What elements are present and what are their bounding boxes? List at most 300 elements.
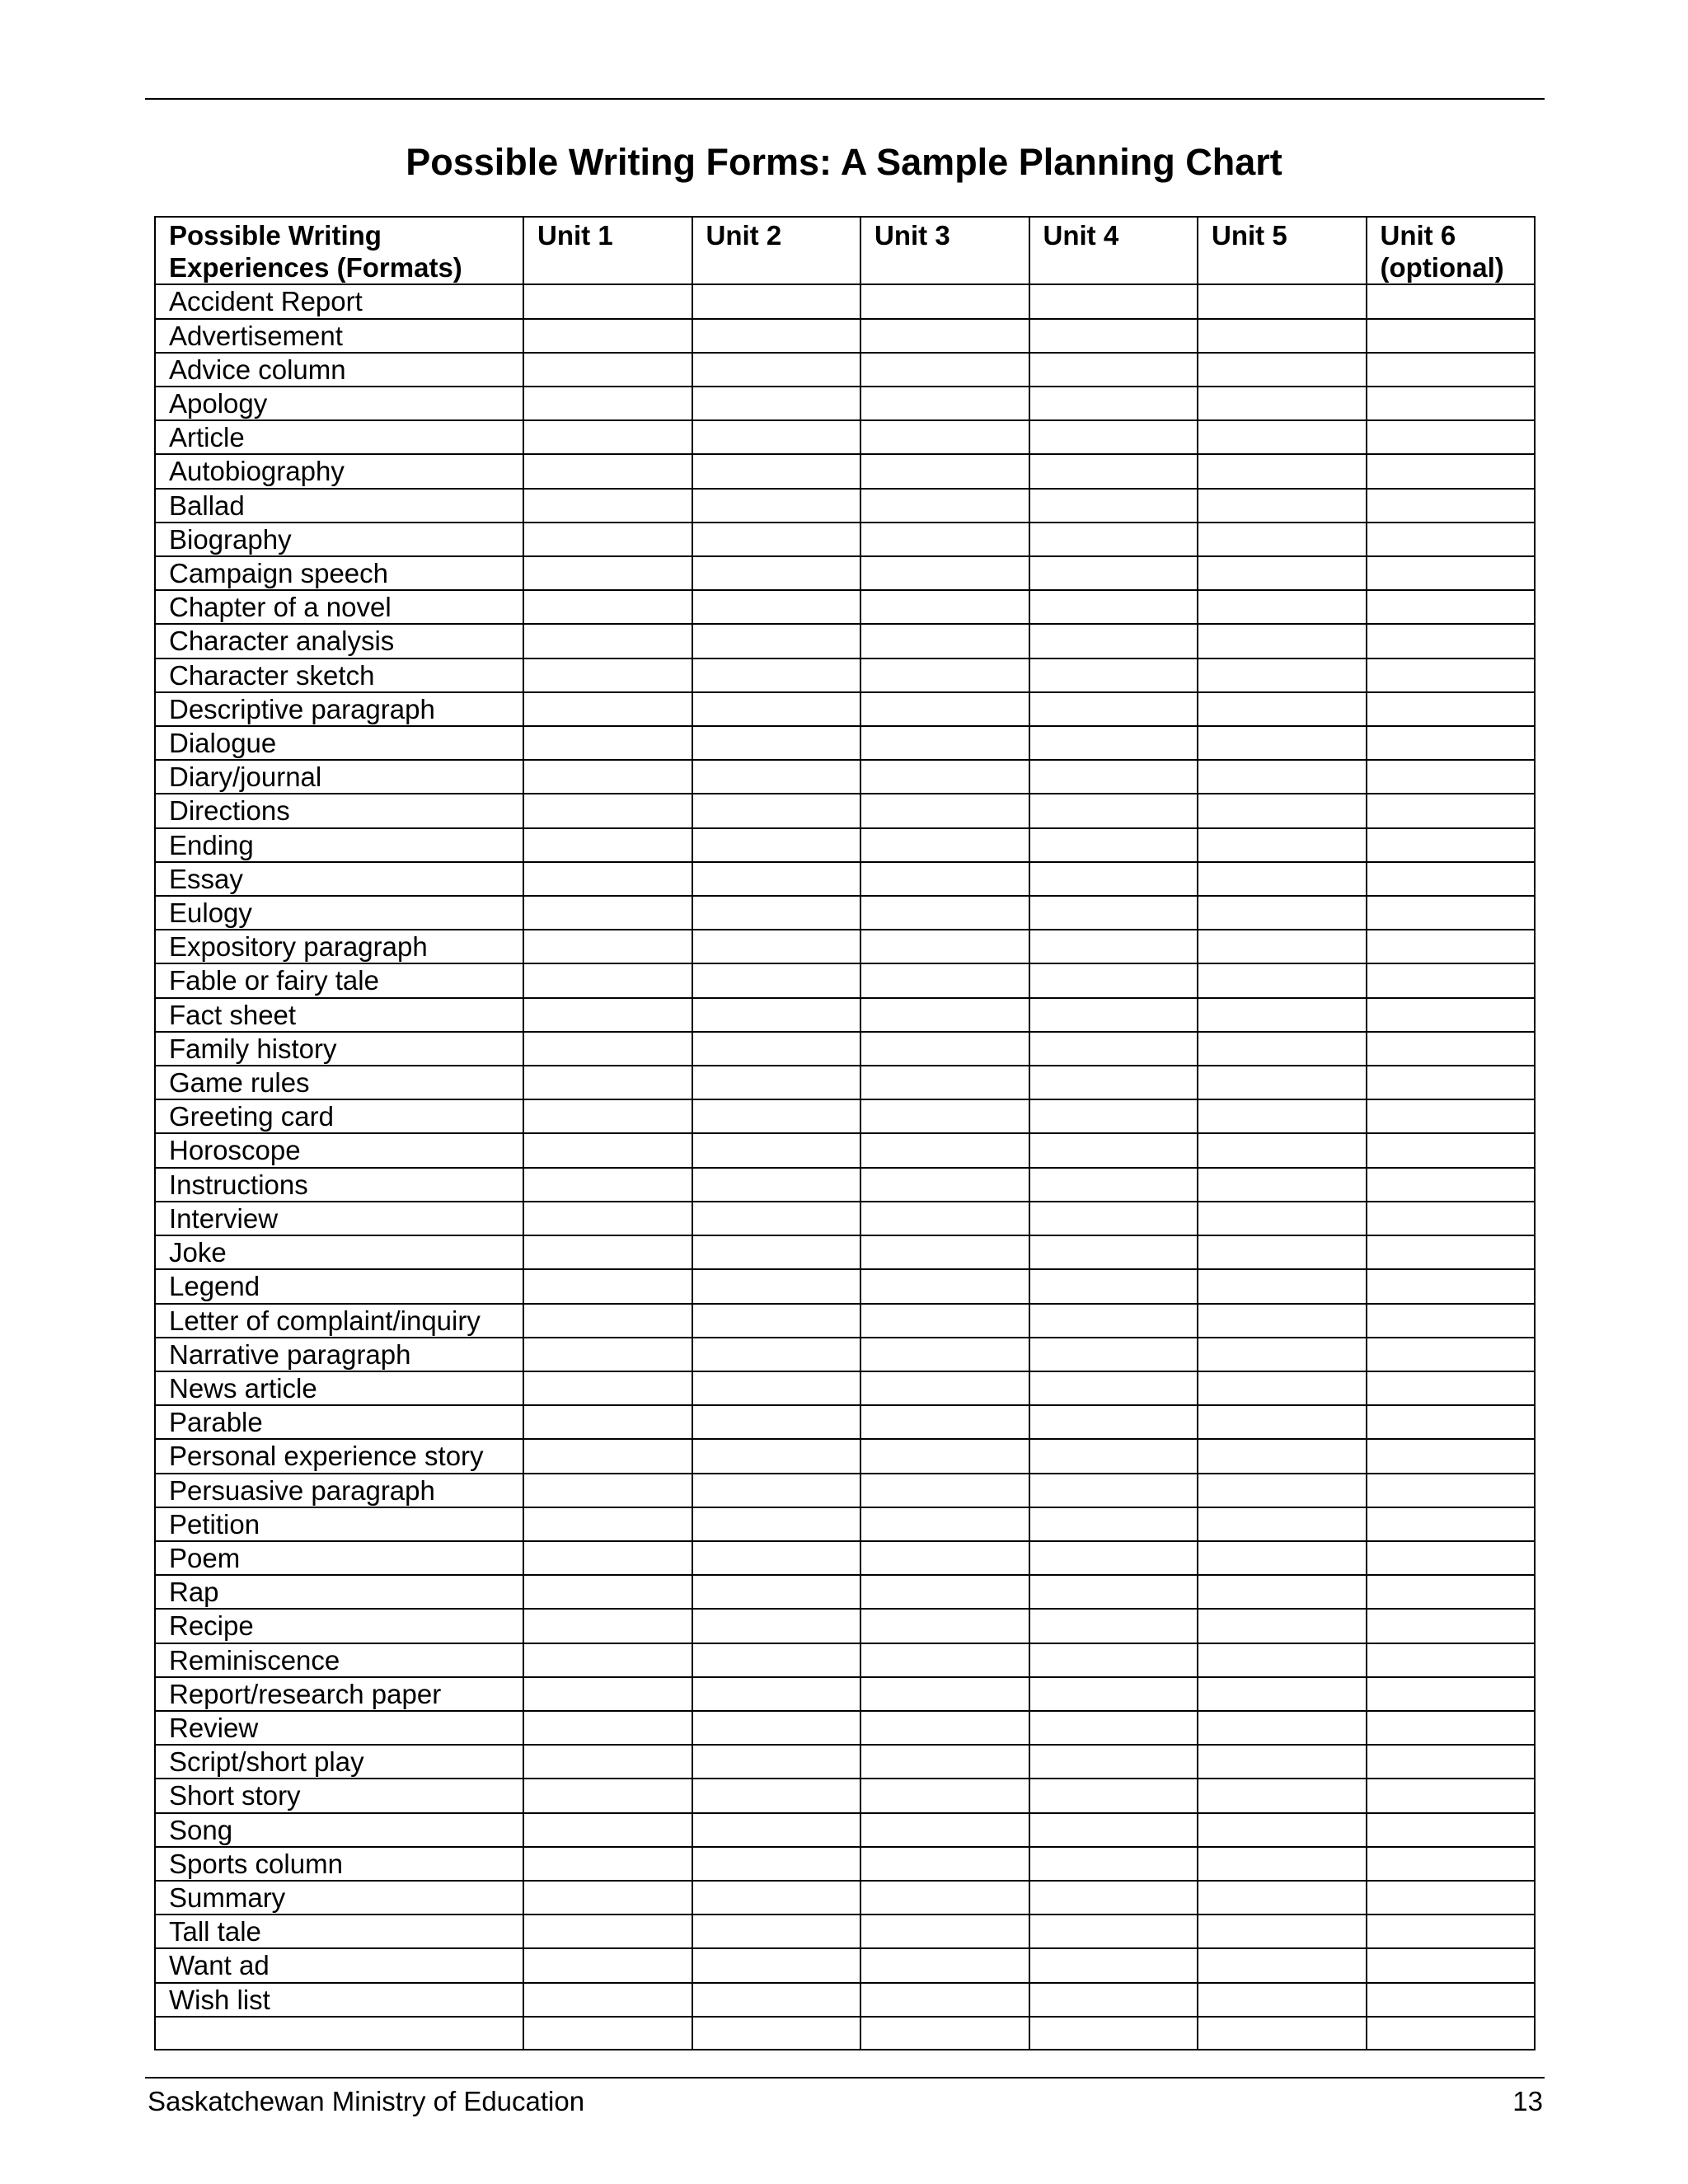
unit-6-cell[interactable]	[1367, 998, 1536, 1032]
unit-6-cell[interactable]	[1367, 2017, 1536, 2050]
unit-6-cell[interactable]	[1367, 963, 1536, 997]
unit-5-cell[interactable]	[1198, 1609, 1367, 1643]
unit-4-cell[interactable]	[1029, 1948, 1198, 1982]
unit-3-cell[interactable]	[860, 1915, 1029, 1948]
unit-3-cell[interactable]	[860, 353, 1029, 387]
unit-6-cell[interactable]	[1367, 624, 1536, 658]
unit-1-cell[interactable]	[523, 1304, 692, 1338]
unit-2-cell[interactable]	[692, 2017, 861, 2050]
unit-5-cell[interactable]	[1198, 828, 1367, 862]
unit-2-cell[interactable]	[692, 1745, 861, 1779]
unit-4-cell[interactable]	[1029, 1168, 1198, 1202]
unit-3-cell[interactable]	[860, 590, 1029, 624]
unit-1-cell[interactable]	[523, 1338, 692, 1371]
unit-5-cell[interactable]	[1198, 489, 1367, 523]
unit-3-cell[interactable]	[860, 1541, 1029, 1575]
unit-2-cell[interactable]	[692, 454, 861, 488]
unit-5-cell[interactable]	[1198, 1813, 1367, 1847]
unit-6-cell[interactable]	[1367, 726, 1536, 760]
unit-4-cell[interactable]	[1029, 1133, 1198, 1167]
unit-1-cell[interactable]	[523, 1677, 692, 1711]
unit-6-cell[interactable]	[1367, 1677, 1536, 1711]
unit-6-cell[interactable]	[1367, 319, 1536, 353]
unit-4-cell[interactable]	[1029, 387, 1198, 420]
unit-4-cell[interactable]	[1029, 420, 1198, 454]
unit-2-cell[interactable]	[692, 624, 861, 658]
unit-4-cell[interactable]	[1029, 1575, 1198, 1609]
unit-1-cell[interactable]	[523, 1099, 692, 1133]
unit-3-cell[interactable]	[860, 1405, 1029, 1439]
unit-1-cell[interactable]	[523, 658, 692, 692]
unit-1-cell[interactable]	[523, 1813, 692, 1847]
unit-1-cell[interactable]	[523, 998, 692, 1032]
unit-4-cell[interactable]	[1029, 489, 1198, 523]
unit-3-cell[interactable]	[860, 556, 1029, 590]
unit-3-cell[interactable]	[860, 692, 1029, 726]
unit-5-cell[interactable]	[1198, 624, 1367, 658]
unit-6-cell[interactable]	[1367, 1643, 1536, 1677]
unit-5-cell[interactable]	[1198, 1541, 1367, 1575]
unit-3-cell[interactable]	[860, 284, 1029, 318]
unit-6-cell[interactable]	[1367, 1915, 1536, 1948]
unit-2-cell[interactable]	[692, 794, 861, 827]
unit-6-cell[interactable]	[1367, 760, 1536, 794]
unit-6-cell[interactable]	[1367, 556, 1536, 590]
unit-5-cell[interactable]	[1198, 1371, 1367, 1405]
unit-4-cell[interactable]	[1029, 862, 1198, 896]
unit-3-cell[interactable]	[860, 1439, 1029, 1473]
unit-6-cell[interactable]	[1367, 1881, 1536, 1915]
unit-4-cell[interactable]	[1029, 1779, 1198, 1812]
unit-3-cell[interactable]	[860, 624, 1029, 658]
unit-4-cell[interactable]	[1029, 523, 1198, 556]
unit-2-cell[interactable]	[692, 1474, 861, 1507]
unit-6-cell[interactable]	[1367, 794, 1536, 827]
unit-1-cell[interactable]	[523, 353, 692, 387]
unit-5-cell[interactable]	[1198, 1711, 1367, 1745]
unit-3-cell[interactable]	[860, 1304, 1029, 1338]
unit-4-cell[interactable]	[1029, 1304, 1198, 1338]
unit-1-cell[interactable]	[523, 692, 692, 726]
unit-2-cell[interactable]	[692, 1338, 861, 1371]
unit-6-cell[interactable]	[1367, 1575, 1536, 1609]
unit-6-cell[interactable]	[1367, 1745, 1536, 1779]
unit-5-cell[interactable]	[1198, 1304, 1367, 1338]
unit-2-cell[interactable]	[692, 284, 861, 318]
unit-3-cell[interactable]	[860, 1202, 1029, 1235]
unit-5-cell[interactable]	[1198, 1745, 1367, 1779]
unit-5-cell[interactable]	[1198, 284, 1367, 318]
unit-6-cell[interactable]	[1367, 1983, 1536, 2017]
unit-4-cell[interactable]	[1029, 1983, 1198, 2017]
unit-5-cell[interactable]	[1198, 1948, 1367, 1982]
unit-6-cell[interactable]	[1367, 1371, 1536, 1405]
unit-2-cell[interactable]	[692, 658, 861, 692]
unit-2-cell[interactable]	[692, 1609, 861, 1643]
unit-4-cell[interactable]	[1029, 896, 1198, 930]
unit-3-cell[interactable]	[860, 1168, 1029, 1202]
unit-3-cell[interactable]	[860, 454, 1029, 488]
unit-6-cell[interactable]	[1367, 1099, 1536, 1133]
unit-3-cell[interactable]	[860, 1099, 1029, 1133]
unit-6-cell[interactable]	[1367, 862, 1536, 896]
unit-1-cell[interactable]	[523, 1948, 692, 1982]
unit-5-cell[interactable]	[1198, 1235, 1367, 1269]
unit-5-cell[interactable]	[1198, 1474, 1367, 1507]
unit-1-cell[interactable]	[523, 1507, 692, 1541]
unit-2-cell[interactable]	[692, 1099, 861, 1133]
unit-1-cell[interactable]	[523, 794, 692, 827]
unit-1-cell[interactable]	[523, 1847, 692, 1881]
unit-6-cell[interactable]	[1367, 387, 1536, 420]
unit-2-cell[interactable]	[692, 1202, 861, 1235]
unit-4-cell[interactable]	[1029, 1338, 1198, 1371]
unit-6-cell[interactable]	[1367, 523, 1536, 556]
unit-3-cell[interactable]	[860, 1235, 1029, 1269]
unit-3-cell[interactable]	[860, 794, 1029, 827]
unit-6-cell[interactable]	[1367, 1711, 1536, 1745]
unit-1-cell[interactable]	[523, 556, 692, 590]
unit-1-cell[interactable]	[523, 760, 692, 794]
unit-5-cell[interactable]	[1198, 590, 1367, 624]
unit-2-cell[interactable]	[692, 1507, 861, 1541]
unit-4-cell[interactable]	[1029, 1507, 1198, 1541]
unit-4-cell[interactable]	[1029, 658, 1198, 692]
unit-3-cell[interactable]	[860, 1983, 1029, 2017]
unit-6-cell[interactable]	[1367, 896, 1536, 930]
unit-1-cell[interactable]	[523, 963, 692, 997]
unit-4-cell[interactable]	[1029, 692, 1198, 726]
unit-5-cell[interactable]	[1198, 1269, 1367, 1303]
unit-6-cell[interactable]	[1367, 1609, 1536, 1643]
unit-3-cell[interactable]	[860, 896, 1029, 930]
unit-1-cell[interactable]	[523, 1066, 692, 1099]
unit-5-cell[interactable]	[1198, 862, 1367, 896]
unit-1-cell[interactable]	[523, 1032, 692, 1066]
unit-5-cell[interactable]	[1198, 658, 1367, 692]
unit-5-cell[interactable]	[1198, 1338, 1367, 1371]
unit-3-cell[interactable]	[860, 1609, 1029, 1643]
unit-4-cell[interactable]	[1029, 1915, 1198, 1948]
unit-5-cell[interactable]	[1198, 1881, 1367, 1915]
unit-2-cell[interactable]	[692, 420, 861, 454]
unit-1-cell[interactable]	[523, 862, 692, 896]
unit-5-cell[interactable]	[1198, 896, 1367, 930]
unit-4-cell[interactable]	[1029, 1881, 1198, 1915]
unit-6-cell[interactable]	[1367, 1813, 1536, 1847]
unit-1-cell[interactable]	[523, 420, 692, 454]
unit-2-cell[interactable]	[692, 1779, 861, 1812]
unit-3-cell[interactable]	[860, 998, 1029, 1032]
unit-3-cell[interactable]	[860, 1338, 1029, 1371]
unit-1-cell[interactable]	[523, 1235, 692, 1269]
unit-2-cell[interactable]	[692, 590, 861, 624]
unit-2-cell[interactable]	[692, 998, 861, 1032]
unit-4-cell[interactable]	[1029, 1235, 1198, 1269]
unit-2-cell[interactable]	[692, 387, 861, 420]
unit-5-cell[interactable]	[1198, 1507, 1367, 1541]
unit-3-cell[interactable]	[860, 1745, 1029, 1779]
unit-2-cell[interactable]	[692, 1575, 861, 1609]
unit-2-cell[interactable]	[692, 1066, 861, 1099]
unit-6-cell[interactable]	[1367, 1507, 1536, 1541]
unit-4-cell[interactable]	[1029, 319, 1198, 353]
unit-1-cell[interactable]	[523, 1371, 692, 1405]
unit-4-cell[interactable]	[1029, 1677, 1198, 1711]
unit-2-cell[interactable]	[692, 1168, 861, 1202]
unit-1-cell[interactable]	[523, 1405, 692, 1439]
unit-6-cell[interactable]	[1367, 930, 1536, 963]
unit-3-cell[interactable]	[860, 862, 1029, 896]
unit-1-cell[interactable]	[523, 1643, 692, 1677]
unit-2-cell[interactable]	[692, 556, 861, 590]
unit-4-cell[interactable]	[1029, 998, 1198, 1032]
unit-2-cell[interactable]	[692, 489, 861, 523]
unit-4-cell[interactable]	[1029, 1439, 1198, 1473]
unit-6-cell[interactable]	[1367, 828, 1536, 862]
unit-2-cell[interactable]	[692, 1677, 861, 1711]
unit-4-cell[interactable]	[1029, 1099, 1198, 1133]
unit-2-cell[interactable]	[692, 862, 861, 896]
unit-2-cell[interactable]	[692, 523, 861, 556]
unit-4-cell[interactable]	[1029, 454, 1198, 488]
unit-5-cell[interactable]	[1198, 1133, 1367, 1167]
unit-5-cell[interactable]	[1198, 692, 1367, 726]
unit-4-cell[interactable]	[1029, 963, 1198, 997]
unit-3-cell[interactable]	[860, 420, 1029, 454]
unit-6-cell[interactable]	[1367, 1269, 1536, 1303]
unit-1-cell[interactable]	[523, 1269, 692, 1303]
unit-2-cell[interactable]	[692, 930, 861, 963]
unit-5-cell[interactable]	[1198, 353, 1367, 387]
unit-1-cell[interactable]	[523, 1202, 692, 1235]
unit-6-cell[interactable]	[1367, 1541, 1536, 1575]
unit-5-cell[interactable]	[1198, 1439, 1367, 1473]
unit-2-cell[interactable]	[692, 1405, 861, 1439]
unit-1-cell[interactable]	[523, 1745, 692, 1779]
unit-4-cell[interactable]	[1029, 760, 1198, 794]
unit-2-cell[interactable]	[692, 692, 861, 726]
unit-5-cell[interactable]	[1198, 963, 1367, 997]
unit-1-cell[interactable]	[523, 2017, 692, 2050]
unit-6-cell[interactable]	[1367, 420, 1536, 454]
unit-5-cell[interactable]	[1198, 760, 1367, 794]
unit-5-cell[interactable]	[1198, 1168, 1367, 1202]
unit-1-cell[interactable]	[523, 828, 692, 862]
unit-5-cell[interactable]	[1198, 556, 1367, 590]
unit-6-cell[interactable]	[1367, 353, 1536, 387]
unit-5-cell[interactable]	[1198, 1779, 1367, 1812]
unit-6-cell[interactable]	[1367, 1304, 1536, 1338]
unit-2-cell[interactable]	[692, 319, 861, 353]
unit-4-cell[interactable]	[1029, 1847, 1198, 1881]
unit-6-cell[interactable]	[1367, 692, 1536, 726]
unit-6-cell[interactable]	[1367, 658, 1536, 692]
unit-4-cell[interactable]	[1029, 1202, 1198, 1235]
unit-1-cell[interactable]	[523, 1133, 692, 1167]
unit-4-cell[interactable]	[1029, 1541, 1198, 1575]
unit-2-cell[interactable]	[692, 1881, 861, 1915]
unit-5-cell[interactable]	[1198, 1983, 1367, 2017]
unit-1-cell[interactable]	[523, 523, 692, 556]
unit-1-cell[interactable]	[523, 726, 692, 760]
unit-3-cell[interactable]	[860, 1948, 1029, 1982]
unit-6-cell[interactable]	[1367, 1405, 1536, 1439]
unit-6-cell[interactable]	[1367, 1439, 1536, 1473]
unit-1-cell[interactable]	[523, 1168, 692, 1202]
unit-3-cell[interactable]	[860, 828, 1029, 862]
unit-6-cell[interactable]	[1367, 284, 1536, 318]
unit-5-cell[interactable]	[1198, 1847, 1367, 1881]
unit-3-cell[interactable]	[860, 1813, 1029, 1847]
unit-1-cell[interactable]	[523, 1474, 692, 1507]
unit-2-cell[interactable]	[692, 1269, 861, 1303]
unit-2-cell[interactable]	[692, 726, 861, 760]
unit-1-cell[interactable]	[523, 590, 692, 624]
unit-1-cell[interactable]	[523, 319, 692, 353]
unit-4-cell[interactable]	[1029, 1371, 1198, 1405]
unit-1-cell[interactable]	[523, 489, 692, 523]
unit-4-cell[interactable]	[1029, 794, 1198, 827]
unit-1-cell[interactable]	[523, 284, 692, 318]
unit-2-cell[interactable]	[692, 1541, 861, 1575]
unit-3-cell[interactable]	[860, 1032, 1029, 1066]
unit-3-cell[interactable]	[860, 1066, 1029, 1099]
unit-1-cell[interactable]	[523, 624, 692, 658]
unit-6-cell[interactable]	[1367, 1202, 1536, 1235]
unit-4-cell[interactable]	[1029, 1269, 1198, 1303]
unit-6-cell[interactable]	[1367, 1032, 1536, 1066]
unit-6-cell[interactable]	[1367, 590, 1536, 624]
unit-6-cell[interactable]	[1367, 1847, 1536, 1881]
unit-3-cell[interactable]	[860, 1507, 1029, 1541]
unit-6-cell[interactable]	[1367, 454, 1536, 488]
unit-3-cell[interactable]	[860, 1575, 1029, 1609]
unit-3-cell[interactable]	[860, 1371, 1029, 1405]
unit-4-cell[interactable]	[1029, 1711, 1198, 1745]
unit-4-cell[interactable]	[1029, 590, 1198, 624]
unit-5-cell[interactable]	[1198, 523, 1367, 556]
unit-1-cell[interactable]	[523, 1541, 692, 1575]
unit-3-cell[interactable]	[860, 1269, 1029, 1303]
unit-4-cell[interactable]	[1029, 1609, 1198, 1643]
unit-6-cell[interactable]	[1367, 489, 1536, 523]
unit-5-cell[interactable]	[1198, 2017, 1367, 2050]
unit-2-cell[interactable]	[692, 1371, 861, 1405]
unit-1-cell[interactable]	[523, 1983, 692, 2017]
unit-6-cell[interactable]	[1367, 1168, 1536, 1202]
unit-2-cell[interactable]	[692, 1439, 861, 1473]
unit-6-cell[interactable]	[1367, 1066, 1536, 1099]
unit-4-cell[interactable]	[1029, 1643, 1198, 1677]
unit-5-cell[interactable]	[1198, 1099, 1367, 1133]
unit-5-cell[interactable]	[1198, 1575, 1367, 1609]
unit-2-cell[interactable]	[692, 1711, 861, 1745]
unit-5-cell[interactable]	[1198, 1405, 1367, 1439]
unit-1-cell[interactable]	[523, 1711, 692, 1745]
unit-2-cell[interactable]	[692, 963, 861, 997]
unit-4-cell[interactable]	[1029, 556, 1198, 590]
unit-2-cell[interactable]	[692, 760, 861, 794]
unit-3-cell[interactable]	[860, 1643, 1029, 1677]
unit-2-cell[interactable]	[692, 1643, 861, 1677]
unit-3-cell[interactable]	[860, 1133, 1029, 1167]
unit-3-cell[interactable]	[860, 726, 1029, 760]
unit-4-cell[interactable]	[1029, 726, 1198, 760]
unit-2-cell[interactable]	[692, 353, 861, 387]
unit-4-cell[interactable]	[1029, 1066, 1198, 1099]
unit-5-cell[interactable]	[1198, 998, 1367, 1032]
unit-2-cell[interactable]	[692, 1915, 861, 1948]
unit-5-cell[interactable]	[1198, 454, 1367, 488]
unit-3-cell[interactable]	[860, 1677, 1029, 1711]
unit-3-cell[interactable]	[860, 523, 1029, 556]
unit-2-cell[interactable]	[692, 828, 861, 862]
unit-4-cell[interactable]	[1029, 1813, 1198, 1847]
unit-6-cell[interactable]	[1367, 1948, 1536, 1982]
unit-2-cell[interactable]	[692, 1813, 861, 1847]
unit-5-cell[interactable]	[1198, 930, 1367, 963]
unit-5-cell[interactable]	[1198, 1677, 1367, 1711]
unit-3-cell[interactable]	[860, 760, 1029, 794]
unit-5-cell[interactable]	[1198, 1032, 1367, 1066]
unit-5-cell[interactable]	[1198, 794, 1367, 827]
unit-5-cell[interactable]	[1198, 726, 1367, 760]
unit-3-cell[interactable]	[860, 489, 1029, 523]
unit-2-cell[interactable]	[692, 896, 861, 930]
unit-3-cell[interactable]	[860, 963, 1029, 997]
unit-1-cell[interactable]	[523, 896, 692, 930]
unit-1-cell[interactable]	[523, 1779, 692, 1812]
unit-1-cell[interactable]	[523, 930, 692, 963]
unit-1-cell[interactable]	[523, 1575, 692, 1609]
unit-3-cell[interactable]	[860, 930, 1029, 963]
unit-6-cell[interactable]	[1367, 1133, 1536, 1167]
unit-1-cell[interactable]	[523, 1439, 692, 1473]
unit-2-cell[interactable]	[692, 1235, 861, 1269]
unit-5-cell[interactable]	[1198, 420, 1367, 454]
unit-4-cell[interactable]	[1029, 1474, 1198, 1507]
unit-3-cell[interactable]	[860, 2017, 1029, 2050]
unit-2-cell[interactable]	[692, 1983, 861, 2017]
unit-4-cell[interactable]	[1029, 828, 1198, 862]
unit-6-cell[interactable]	[1367, 1779, 1536, 1812]
unit-3-cell[interactable]	[860, 1779, 1029, 1812]
unit-2-cell[interactable]	[692, 1133, 861, 1167]
unit-3-cell[interactable]	[860, 1881, 1029, 1915]
unit-4-cell[interactable]	[1029, 353, 1198, 387]
unit-3-cell[interactable]	[860, 319, 1029, 353]
unit-2-cell[interactable]	[692, 1948, 861, 1982]
unit-3-cell[interactable]	[860, 1711, 1029, 1745]
unit-6-cell[interactable]	[1367, 1338, 1536, 1371]
unit-3-cell[interactable]	[860, 658, 1029, 692]
unit-4-cell[interactable]	[1029, 284, 1198, 318]
unit-1-cell[interactable]	[523, 387, 692, 420]
unit-4-cell[interactable]	[1029, 1405, 1198, 1439]
unit-2-cell[interactable]	[692, 1304, 861, 1338]
unit-3-cell[interactable]	[860, 387, 1029, 420]
unit-1-cell[interactable]	[523, 1609, 692, 1643]
unit-2-cell[interactable]	[692, 1032, 861, 1066]
unit-4-cell[interactable]	[1029, 1032, 1198, 1066]
unit-5-cell[interactable]	[1198, 387, 1367, 420]
unit-1-cell[interactable]	[523, 454, 692, 488]
unit-5-cell[interactable]	[1198, 1066, 1367, 1099]
unit-4-cell[interactable]	[1029, 624, 1198, 658]
unit-6-cell[interactable]	[1367, 1474, 1536, 1507]
unit-5-cell[interactable]	[1198, 1643, 1367, 1677]
